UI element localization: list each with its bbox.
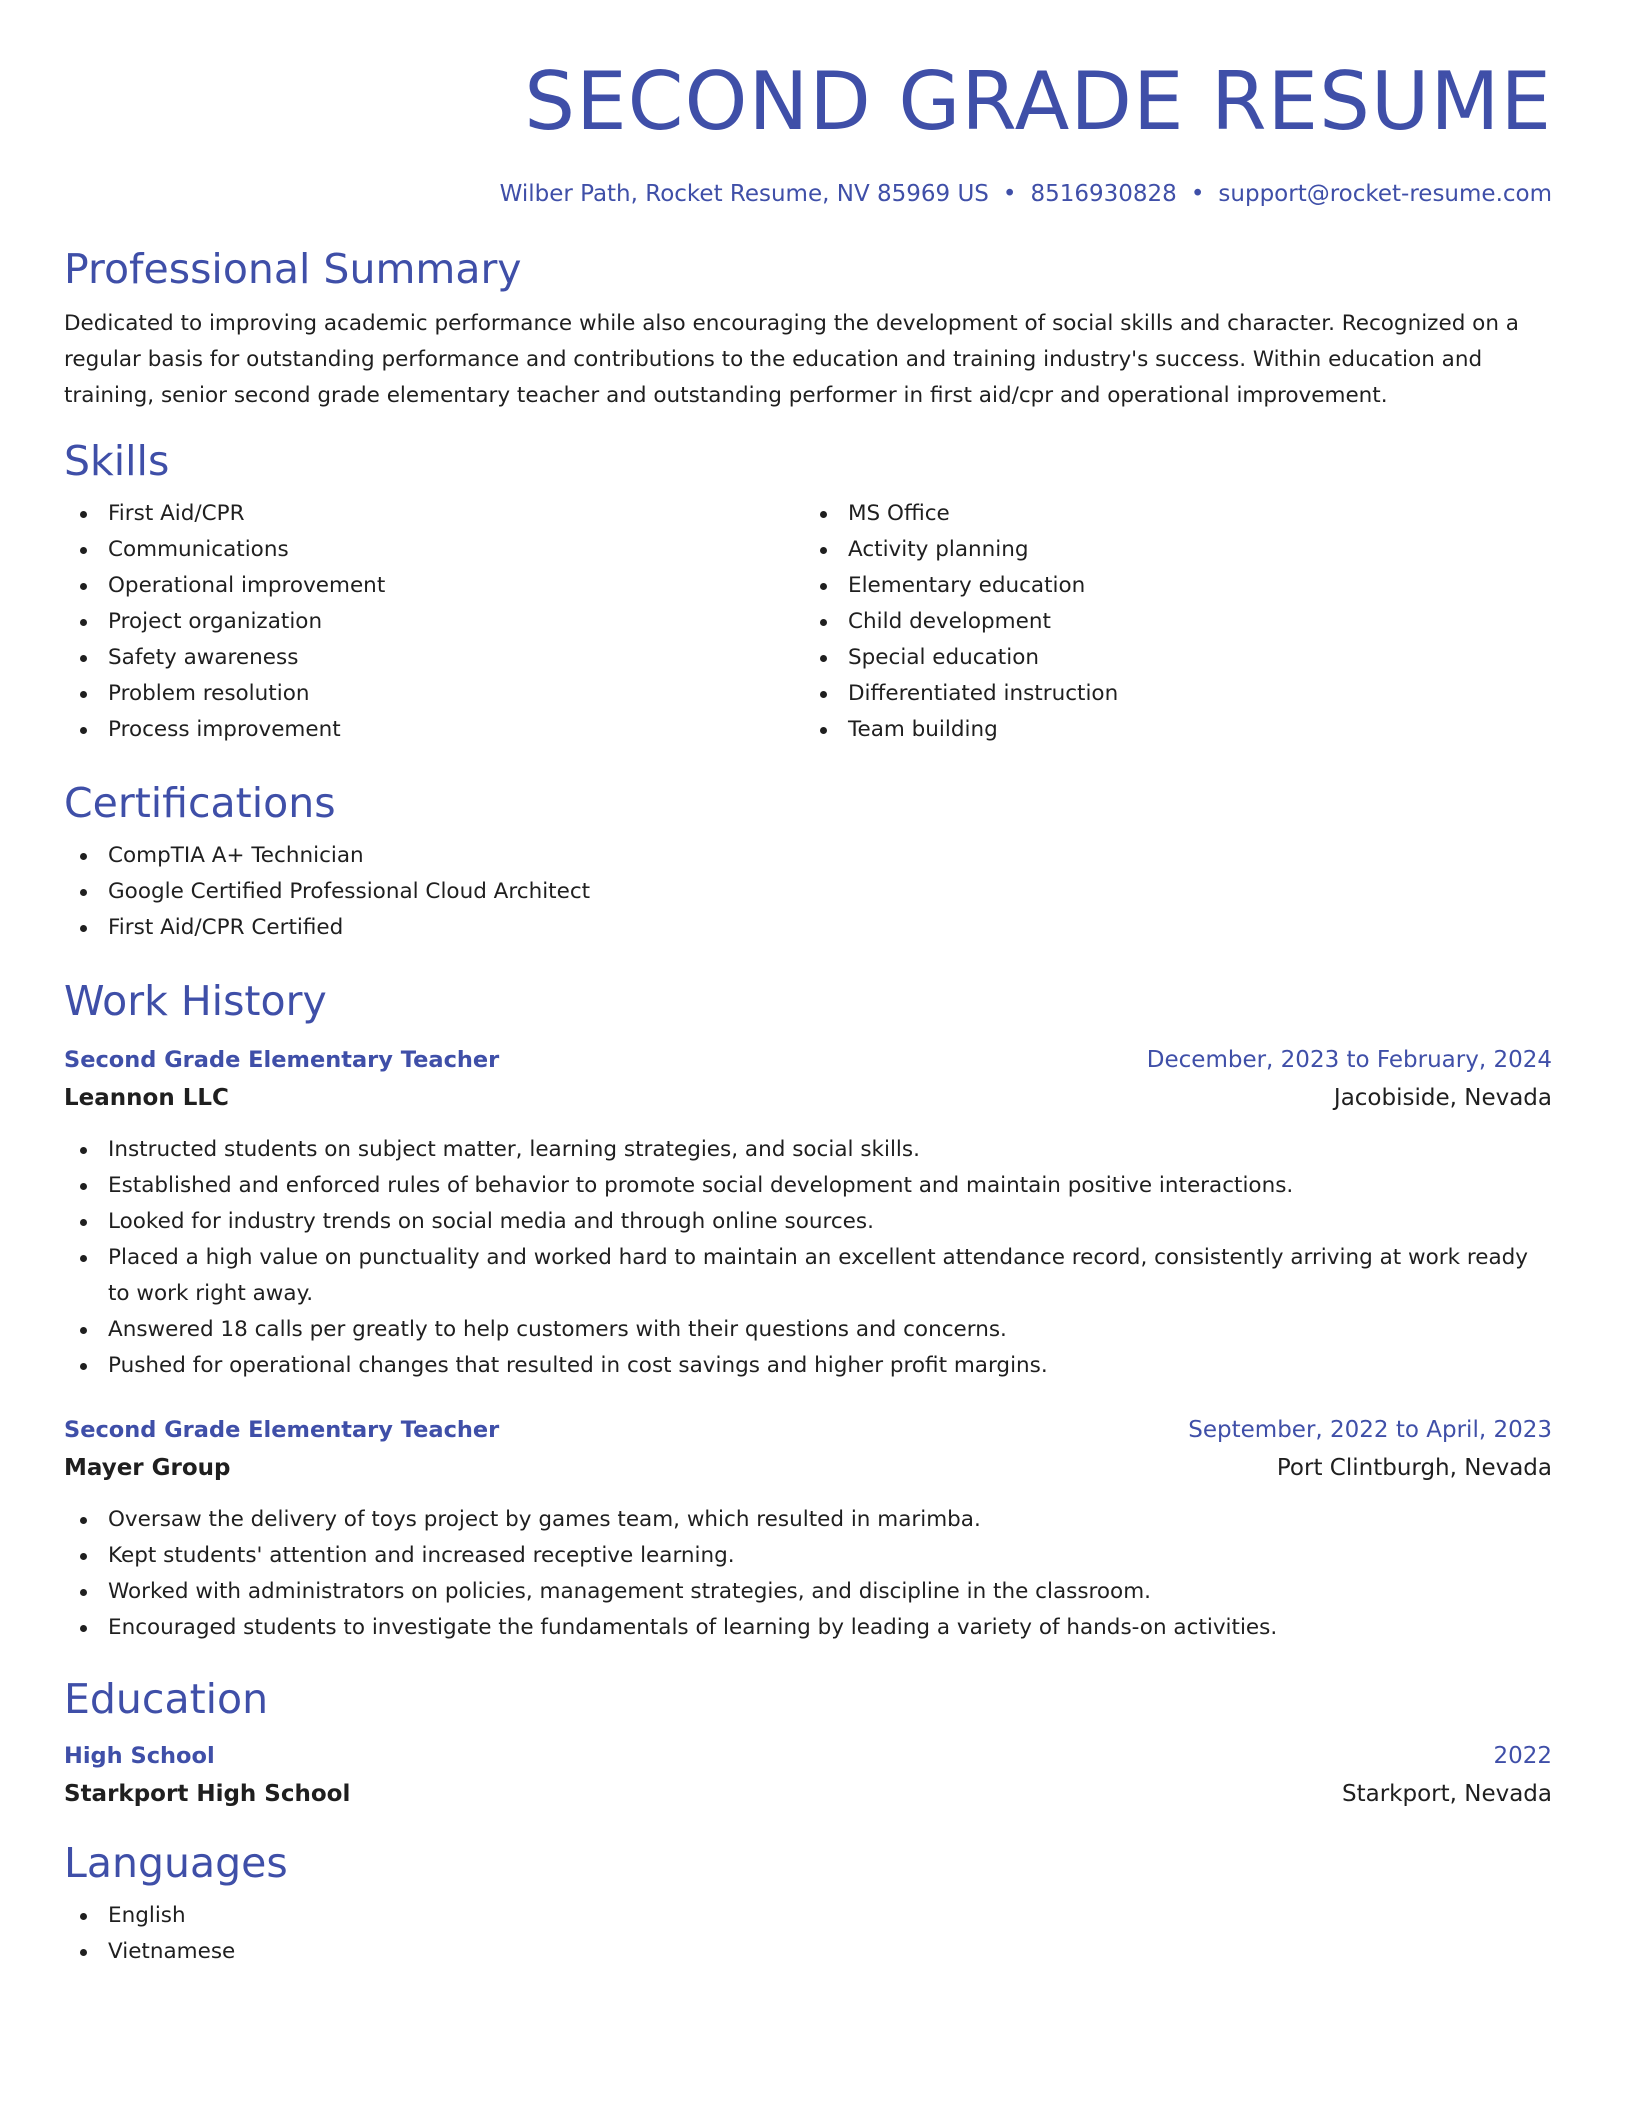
contact-address: Wilber Path, Rocket Resume, NV 85969 US — [499, 181, 989, 207]
skill-item: Child development — [804, 604, 1544, 640]
summary-text: Dedicated to improving academic performance while also encouraging the development of social skills and character. Recognized on a regular basis for outstanding performance and contributions to the education and training industry's success. Within education and training, senior second grade elementary teacher and outstanding performer in first aid/cpr and operational improvement. — [64, 311, 1519, 408]
skill-item: Differentiated instruction — [804, 676, 1544, 712]
job-bullet: Worked with administrators on policies, management strategies, and discipline in the classroom. — [64, 1574, 1552, 1610]
job-bullet: Pushed for operational changes that resulted in cost savings and higher profit margins. — [64, 1348, 1552, 1384]
education-subheader — [64, 1774, 1552, 1814]
skill-item: Communications — [64, 532, 804, 568]
contact-phone: 8516930828 — [1030, 181, 1177, 207]
job-bullet: Instructed students on subject matter, learning strategies, and social skills. — [64, 1132, 1552, 1168]
skill-item: Activity planning — [804, 532, 1544, 568]
section-title-education: Education — [64, 1675, 269, 1723]
education-entry — [64, 1738, 1552, 1814]
certification-item: First Aid/CPR Certified — [64, 910, 1552, 946]
skill-item: Process improvement — [64, 712, 804, 748]
skill-item: Special education — [804, 640, 1544, 676]
language-item: English — [64, 1898, 1552, 1934]
skill-item: Project organization — [64, 604, 804, 640]
job-title: Second Grade Elementary Teacher — [64, 1417, 500, 1443]
certifications-list — [64, 838, 1552, 946]
skills-list-left — [64, 496, 804, 748]
contact-separator: • — [1190, 181, 1205, 207]
education-location: Starkport, Nevada — [1341, 1781, 1552, 1807]
skill-item: Operational improvement — [64, 568, 804, 604]
job-header — [64, 1412, 1552, 1448]
job-bullet: Encouraged students to investigate the fundamentals of learning by leading a variety of hands-on activities. — [64, 1610, 1552, 1646]
certification-item: CompTIA A+ Technician — [64, 838, 1552, 874]
section-title-certifications: Certifications — [64, 779, 336, 827]
skill-item: Team building — [804, 712, 1544, 748]
section-title-work-history: Work History — [64, 977, 327, 1025]
skill-item: Safety awareness — [64, 640, 804, 676]
job-bullets — [64, 1502, 1552, 1646]
skills-grid — [64, 496, 1552, 748]
languages-list — [64, 1898, 1552, 1970]
job-company: Mayer Group — [64, 1455, 231, 1481]
section-title-summary: Professional Summary — [64, 245, 522, 293]
resume-name: SECOND GRADE RESUME — [524, 55, 1552, 148]
job-entry — [64, 1042, 1552, 1384]
job-subheader — [64, 1078, 1552, 1118]
language-item: Vietnamese — [64, 1934, 1552, 1970]
job-bullet: Answered 18 calls per greatly to help customers with their questions and concerns. — [64, 1312, 1552, 1348]
skill-item: Problem resolution — [64, 676, 804, 712]
job-bullets — [64, 1132, 1552, 1384]
job-bullet: Established and enforced rules of behavior to promote social development and maintain positive interactions. — [64, 1168, 1552, 1204]
job-bullet: Looked for industry trends on social media and through online sources. — [64, 1204, 1552, 1240]
education-year: 2022 — [1493, 1743, 1552, 1769]
skill-item: First Aid/CPR — [64, 496, 804, 532]
education-degree: High School — [64, 1743, 215, 1769]
skill-item: MS Office — [804, 496, 1544, 532]
contact-line — [64, 178, 1552, 210]
education-school: Starkport High School — [64, 1781, 351, 1807]
section-title-skills: Skills — [64, 437, 170, 485]
job-company: Leannon LLC — [64, 1085, 229, 1111]
job-entry — [64, 1412, 1552, 1646]
contact-email[interactable]: support@rocket-resume.com — [1218, 181, 1552, 207]
contact-separator: • — [1002, 181, 1017, 207]
job-bullet: Kept students' attention and increased receptive learning. — [64, 1538, 1552, 1574]
job-location: Port Clintburgh, Nevada — [1276, 1455, 1552, 1481]
job-subheader — [64, 1448, 1552, 1488]
job-title: Second Grade Elementary Teacher — [64, 1047, 500, 1073]
skills-list-right — [804, 496, 1544, 748]
skill-item: Elementary education — [804, 568, 1544, 604]
certification-item: Google Certified Professional Cloud Architect — [64, 874, 1552, 910]
section-title-languages: Languages — [64, 1839, 288, 1887]
job-bullet: Placed a high value on punctuality and worked hard to maintain an excellent attendance record, consistently arriving at work ready to work right away. — [64, 1240, 1552, 1312]
job-dates: December, 2023 to February, 2024 — [1146, 1047, 1552, 1073]
job-dates: September, 2022 to April, 2023 — [1188, 1417, 1552, 1443]
job-header — [64, 1042, 1552, 1078]
job-location: Jacobiside, Nevada — [1333, 1085, 1552, 1111]
education-header — [64, 1738, 1552, 1774]
job-bullet: Oversaw the delivery of toys project by games team, which resulted in marimba. — [64, 1502, 1552, 1538]
